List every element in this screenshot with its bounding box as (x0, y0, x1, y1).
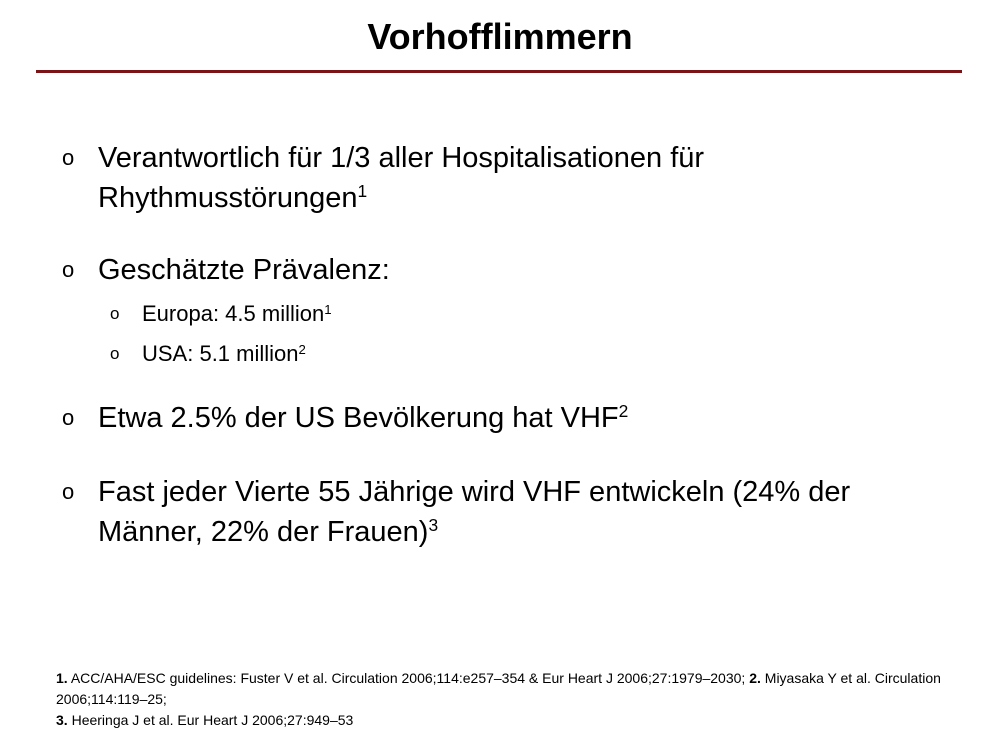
footnote-ref: 1 (357, 181, 368, 202)
title-divider (36, 70, 962, 73)
reference-text: ACC/AHA/ESC guidelines: Fuster V et al. Circulation 2006;114:e257–354 & Eur Heart J 2006;27:1979–2030; (70, 670, 746, 686)
bullet-marker: o (110, 344, 120, 363)
bullet-text: Fast jeder Vierte 55 Jährige wird VHF entwickeln (24% der Männer, 22% der Frauen)$^3$ (98, 476, 851, 548)
footnote-ref: 3 (428, 515, 439, 536)
sub-bullet-text: USA: 5.1 million$^2$ (142, 341, 306, 366)
bullet-marker: o (62, 479, 75, 504)
bullet-marker: o (62, 405, 75, 430)
bullet-text: Etwa 2.5% der US Bevölkerung hat VHF$^2$ (98, 401, 629, 434)
bullet-marker: o (62, 145, 75, 170)
reference-text: Miyasaka Y et al. Circulation 2006;114:119–25; (56, 670, 941, 707)
footnote-ref: 2 (298, 341, 306, 357)
sub-bullet-text: Europa: 4.5 million$^1$ (142, 301, 332, 326)
reference-number: 3. (56, 712, 68, 728)
bullet-marker: o (62, 257, 75, 282)
reference-number: 1. (56, 670, 68, 686)
reference-number: 2. (749, 670, 761, 686)
bullet-marker: o (110, 304, 120, 323)
references (56, 668, 956, 731)
slide-title: Vorhofflimmern (367, 16, 633, 57)
footnote-ref: 1 (324, 301, 332, 317)
footnote-ref: 2 (618, 401, 629, 422)
bullet-text: Geschätzte Prävalenz: (98, 254, 390, 286)
bullet-text: Verantwortlich für 1/3 aller Hospitalisationen für Rhythmusstörungen$^1$ (98, 142, 705, 214)
reference-text: Heeringa J et al. Eur Heart J 2006;27:949–53 (71, 712, 354, 728)
